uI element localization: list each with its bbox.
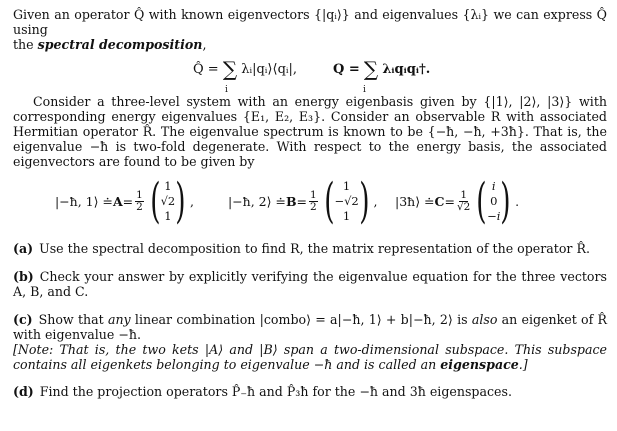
part-c-em-any: any <box>107 312 131 327</box>
component: 1 <box>342 208 351 223</box>
prefactor-b <box>309 190 318 213</box>
prefactor-num-a: 1 <box>136 188 143 201</box>
eigenvector-b <box>228 171 377 231</box>
component: 0 <box>490 193 498 208</box>
sum-index-2: i <box>363 85 366 95</box>
intro-line2-pre: the <box>13 37 38 52</box>
part-b <box>13 269 607 299</box>
part-c-em-also: also <box>471 312 498 327</box>
ket-label-a: |−ħ, 1⟩ ≐ <box>55 193 113 209</box>
spectral-equations <box>13 52 607 94</box>
part-d-text: Find the projection operators P̂₋ħ and P̂₃ħ for the −ħ and 3ħ eigenspaces. <box>39 384 512 399</box>
equals-a: = <box>122 193 134 209</box>
eigenspace-term: eigenspace <box>440 357 519 372</box>
sum-index: i <box>225 85 228 95</box>
eq2-rhs: λᵢqᵢqᵢ†. <box>382 62 431 77</box>
part-a-label: (a) <box>13 241 34 256</box>
note-end: .] <box>518 357 528 372</box>
right-paren-a: ) <box>175 173 186 229</box>
prefactor-den-b: 2 <box>310 200 317 213</box>
left-paren-c: ( <box>476 173 487 229</box>
equals-b: = <box>296 193 308 209</box>
matrix-equation <box>333 57 431 95</box>
part-c-pre: Show that <box>38 312 108 327</box>
part-c-note <box>13 342 607 372</box>
left-paren-a: ( <box>150 173 161 229</box>
note-text: [Note: That is, the two kets |A⟩ and |B⟩ span a two-dimensional subspace. This subspace contains all eigenkets belonging to eigenvalue −ħ and is called an <box>13 342 607 372</box>
part-c-label: (c) <box>13 312 33 327</box>
component: −√2 <box>334 193 359 208</box>
intro-line2-post: , <box>202 37 207 52</box>
eq1-rhs: λᵢ|qᵢ⟩⟨qᵢ|, <box>241 62 298 77</box>
part-a-text: Use the spectral decomposition to find R, the matrix representation of the operator R̂. <box>39 241 590 256</box>
column-b <box>334 179 358 224</box>
sum-symbol-2: ∑ <box>363 57 379 81</box>
prefactor-den-c: √2 <box>456 200 471 213</box>
punct-a: , <box>189 193 194 209</box>
ket-label-b: |−ħ, 2⟩ ≐ <box>228 193 286 209</box>
eigenvector-a <box>55 171 194 231</box>
punct-b: , <box>373 193 378 209</box>
part-c-post: an eigenket of R̂ with eigenvalue −ħ. <box>13 312 608 342</box>
right-paren-b: ) <box>358 173 370 229</box>
problem-page <box>13 7 607 399</box>
part-c <box>13 312 607 342</box>
component: 1 <box>164 208 172 223</box>
column-c <box>487 179 500 224</box>
vector-name-a: A <box>112 193 123 209</box>
sum-symbol: ∑ <box>222 57 238 81</box>
vector-name-b: B <box>285 193 297 209</box>
prefactor-den-a: 2 <box>136 200 143 213</box>
component: i <box>491 178 496 193</box>
right-paren-c: ) <box>500 173 511 229</box>
part-a <box>13 241 607 256</box>
part-d-label: (d) <box>13 384 34 399</box>
part-b-text: Check your answer by explicitly verifying the eigenvalue equation for the three vectors A, B, and C. <box>13 269 607 299</box>
eq2-lhs: Q = <box>333 62 360 77</box>
spectral-decomposition-term: spectral decomposition <box>37 37 203 52</box>
component: 1 <box>164 178 172 193</box>
problem-paragraph: Consider a three-level system with an energy eigenbasis given by {|1⟩, |2⟩, |3⟩} with corresponding energy eigenvalues {E₁, E₂, E₃}. Consider an observable R with associated Hermitian operator R̂. The eigenvalue spectrum is known to be {−ħ, −ħ, +3ħ}. That is, the eigenvalue −ħ is two-fold degenerate. With respect to the energy basis, the associated eigenvectors are found to be given by <box>13 94 607 169</box>
intro-line1: Given an operator Q̂ with known eigenvectors {|qᵢ⟩} and eigenvalues {λᵢ} we can express Q̂ using <box>13 7 607 37</box>
part-d <box>13 384 607 399</box>
component: √2 <box>160 193 176 208</box>
component: −i <box>487 208 501 223</box>
vector-name-c: C <box>434 193 445 209</box>
left-paren-b: ( <box>323 173 335 229</box>
prefactor-num-b: 1 <box>310 188 317 201</box>
column-a <box>161 179 176 224</box>
eigenvector-c <box>395 171 519 231</box>
prefactor-c <box>457 190 470 213</box>
eq1-lhs: Q̂ = <box>193 62 219 77</box>
part-b-label: (b) <box>13 269 34 284</box>
prefactor-a <box>135 190 144 213</box>
equals-c: = <box>444 193 455 209</box>
ket-label-c: |3ħ⟩ ≐ <box>395 193 435 209</box>
eigenvector-row <box>13 171 607 233</box>
operator-equation <box>193 57 298 95</box>
intro-text <box>13 7 607 52</box>
part-c-mid: linear combination |combo⟩ = a|−ħ, 1⟩ + b|−ħ, 2⟩ is <box>130 312 472 327</box>
prefactor-num-c: 1 <box>460 188 468 201</box>
component: 1 <box>342 178 351 193</box>
punct-c: . <box>515 193 520 209</box>
